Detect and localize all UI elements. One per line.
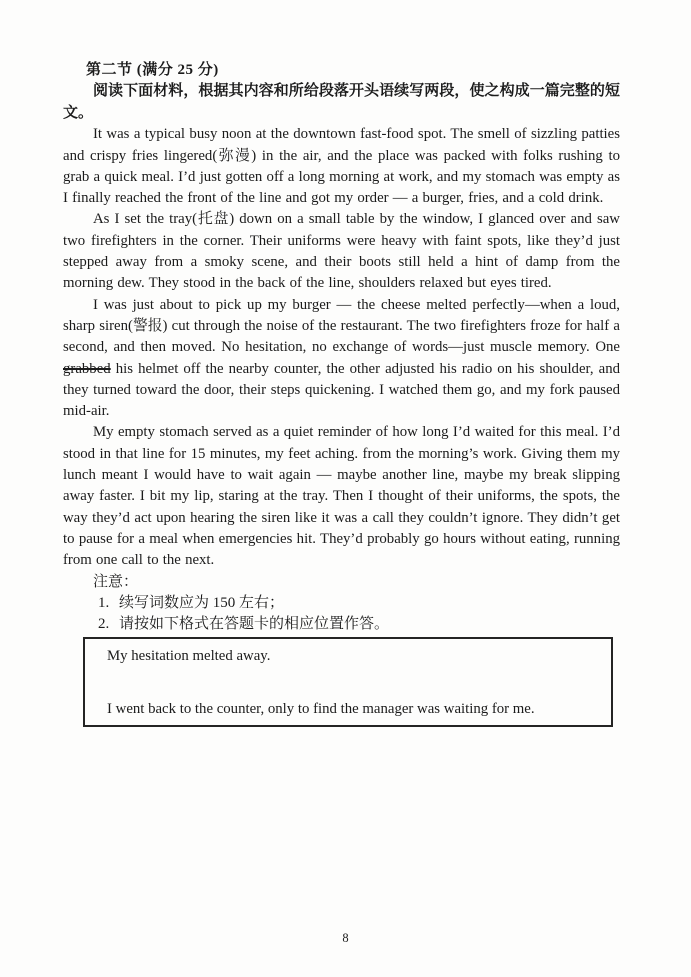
passage-paragraph-4: My empty stomach served as a quiet reminder of how long I’d waited for this meal. I’d stood in that line for 15 minutes, my feet aching. from the morning’s work. Giving them my lunch meant I would have to wait again — maybe another line, maybe my break slipping away faster. I bit my lip, staring at the tray. Then I thought of their uniforms, the spots, the way they’d act upon hearing the siren like it was a call they couldn’t ignore. They didn’t get to pause for a meal when emergencies hit. They’d probably go hours without eating, running from one call to the next. [63,424,620,569]
notes-section [63,572,620,636]
passage [63,124,620,571]
note-item-1-number: 1. [98,594,110,611]
page-number: 8 [342,931,349,945]
note-item-1 [63,593,620,614]
task-instruction: 阅读下面材料，根据其内容和所给段落开头语续写两段，使之构成一篇完整的短文。 [63,83,620,121]
answer-format-box [83,637,613,727]
section-header: 第二节 (满分 25 分) [86,62,219,78]
opening-sentence-2: I went back to the counter, only to find the manager was waiting for me. [107,701,535,718]
note-item-2 [63,614,620,635]
passage-paragraph-1: It was a typical busy noon at the downtown fast-food spot. The smell of sizzling patties and crispy fries lingered(弥漫) in the air, and the place was packed with folks rushing to grab a quick meal. I’d just gotten off a long morning at work, and my stomach was empty as I finally reached the front of the line and got my order — a burger, fries, and a cold drink. [63,126,620,207]
note-item-2-number: 2. [98,616,110,633]
passage-paragraph-2: As I set the tray(托盘) down on a small table by the window, I glanced over and saw two firefighters in the corner. Their uniforms were heavy with faint spots, like they’d just stepped away from a smoky scene, and their boots still held a hint of damp from the morning dew. They stood in the back of the line, shoulders relaxed but eyes tired. [63,211,620,292]
notes-title: 注意： [93,573,139,590]
page-content [63,60,620,727]
passage-paragraph-3: I was just about to pick up my burger — the cheese melted perfectly—when a loud, sharp siren(警报) cut through the noise of the restaurant. The two firefighters froze for half a second, and then moved. No hesitation, no exchange of words—just muscle memory. One grabbed his helmet off the nearby counter, the other adjusted his radio on his shoulder, and they turned toward the door, their steps quickening. I watched them go, and my fork paused mid-air. [63,296,620,420]
opening-sentence-1: My hesitation melted away. [107,648,271,665]
note-item-2-text: 请按如下格式在答题卡的相应位置作答。 [119,616,390,633]
note-item-1-text: 续写词数应为 150 左右； [119,594,285,611]
